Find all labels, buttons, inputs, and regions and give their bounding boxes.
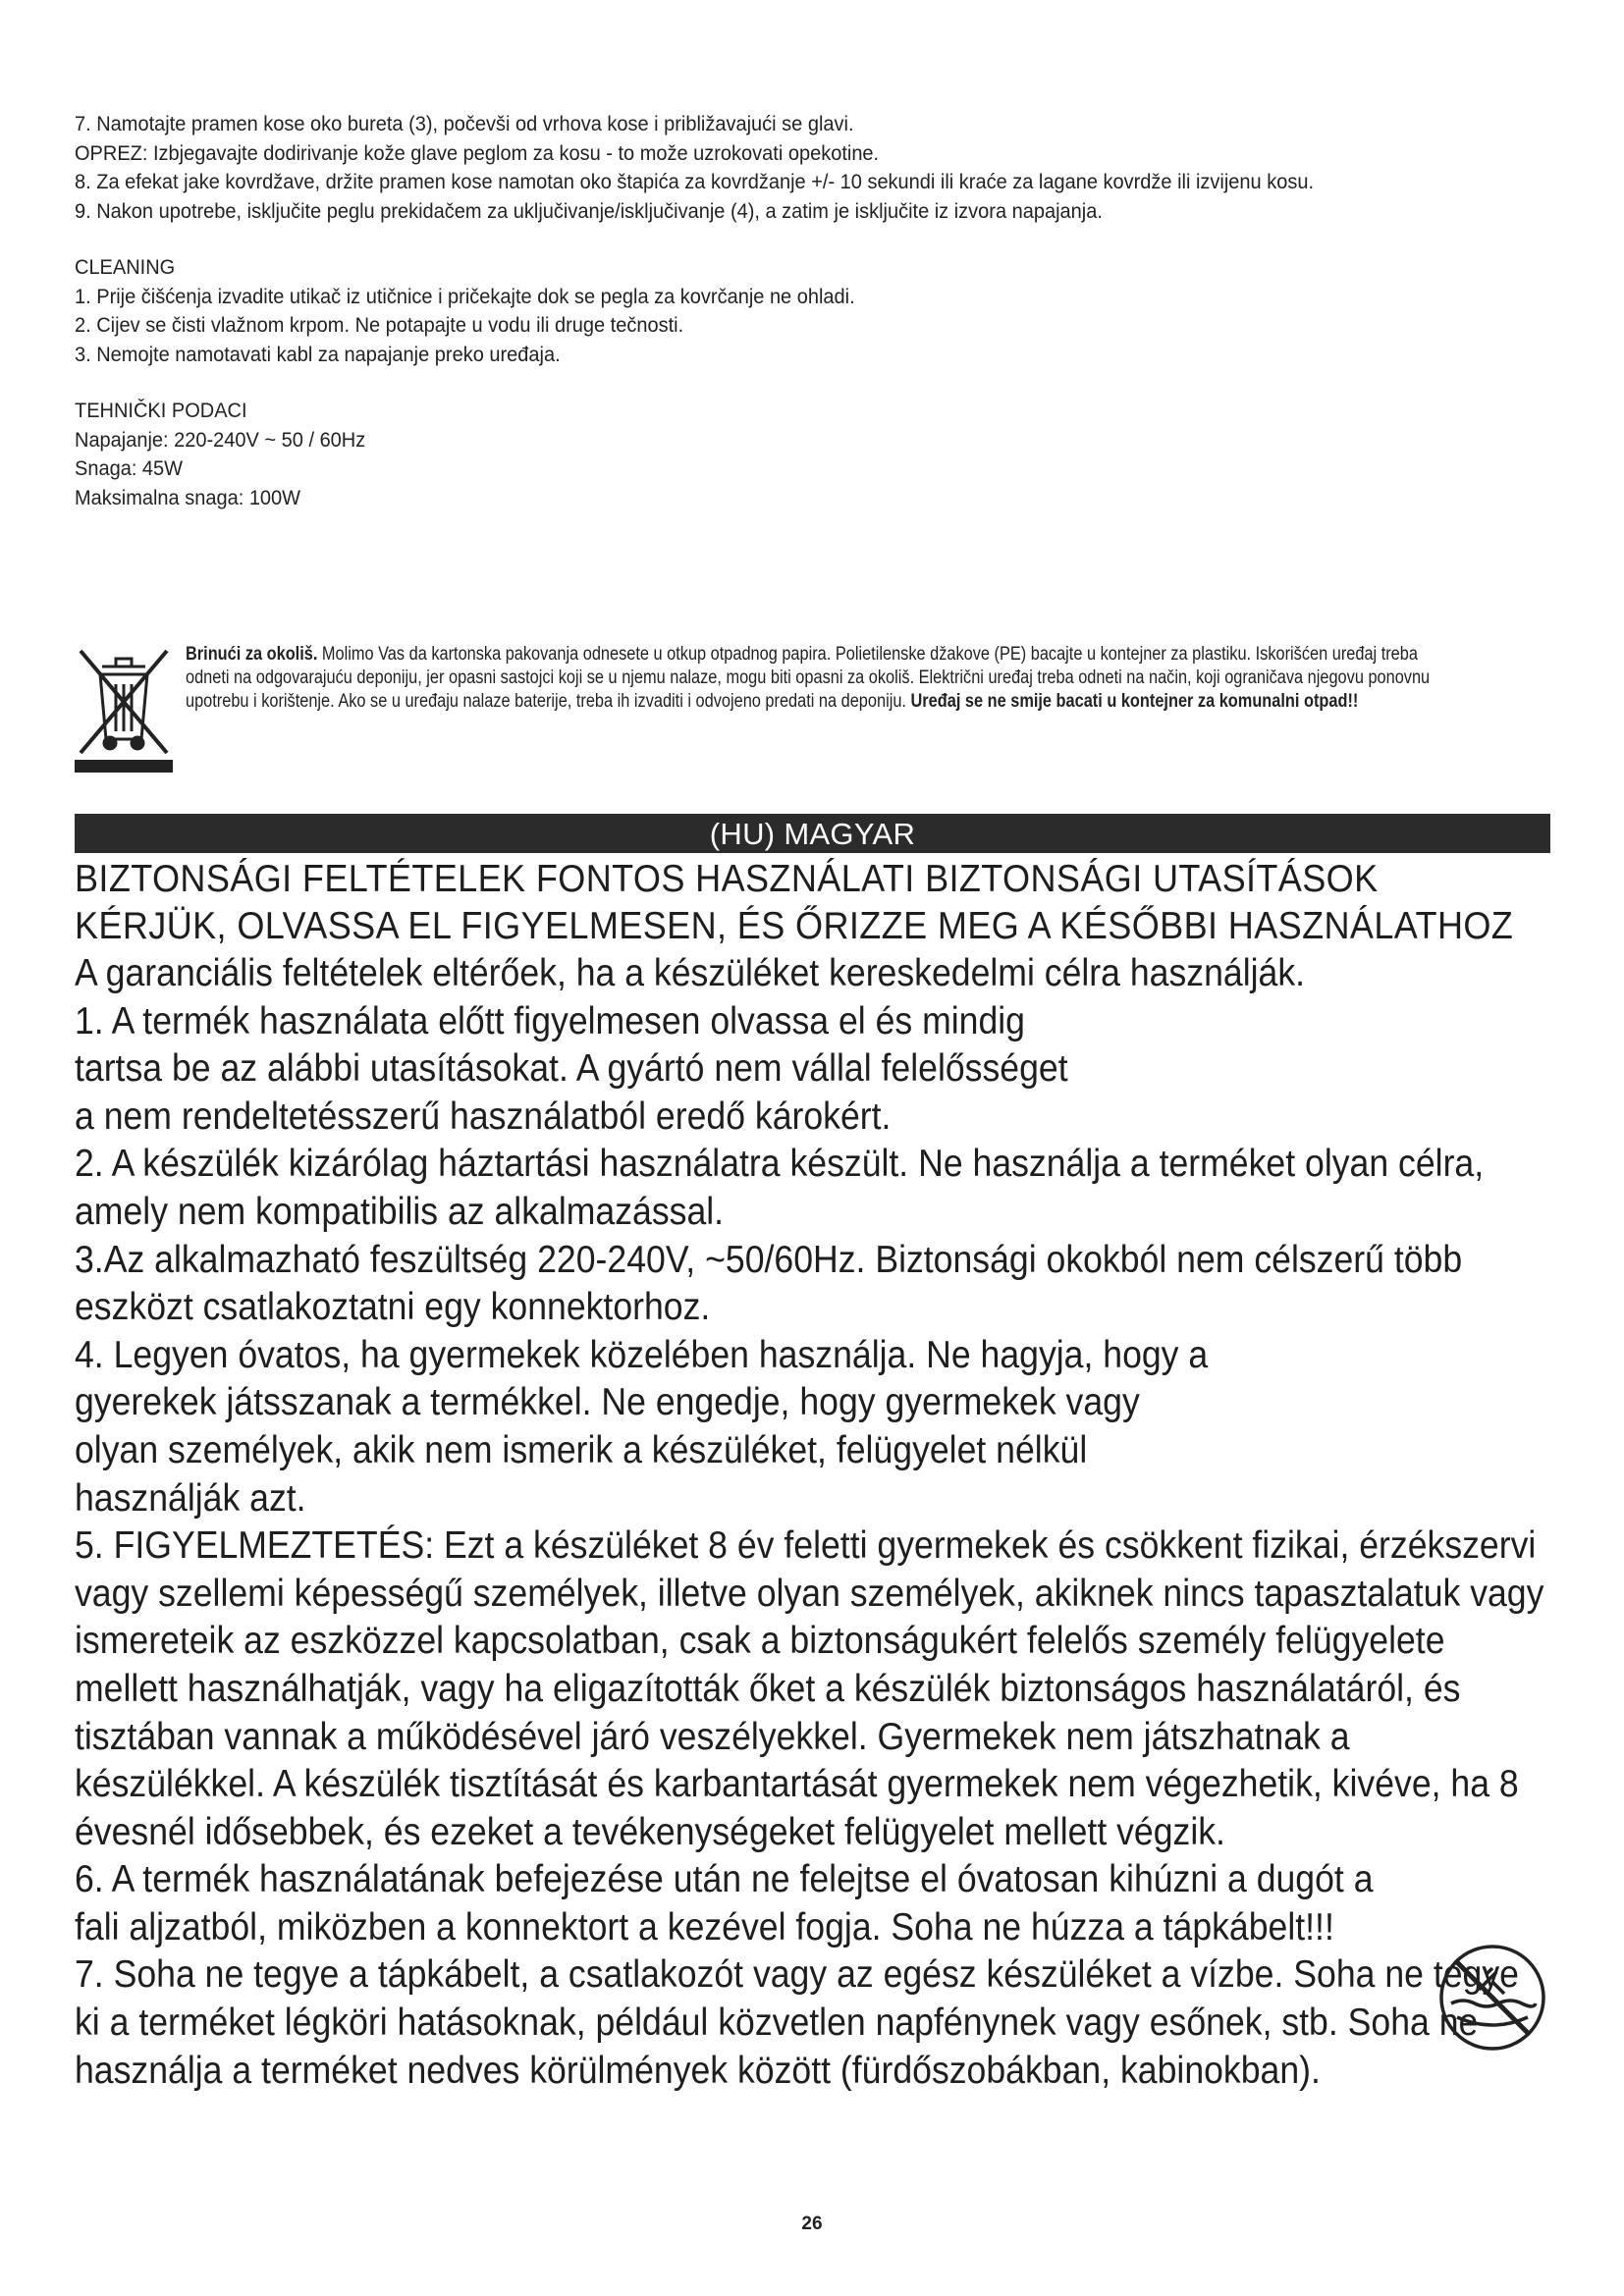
cleaning-item: 3. Nemojte namotavati kabl za napajanje preko uređaja. [75,342,561,366]
crossed-out-bin-icon [75,645,173,773]
weee-lead: Brinući za okoliš. [186,644,318,665]
step-9: 9. Nakon upotrebe, isključite peglu prekidačem za uključivanje/isključivanje (4), a zatim je isključite iz izvora napajanja. [75,198,1103,223]
tech-item: Napajanje: 220-240V ~ 50 / 60Hz [75,427,366,452]
weee-body: Molimo Vas da kartonska pakovanja odnesete u otkup otpadnog papira. Polietilenske džakove (PE) bacajte u kontejner za plastiku. Iskorišćen uređaj treba odneti na odgovarajuću deponiju, jer opasni sastojci koji se u njemu nalaze, mogu biti opasni za okoliš. Električni uređaj treba odneti na način, koji ograničava njegovu ponovnu upotrebu i korištenje. Ako se u uređaju nalaze baterije, treba ih izvaditi i odvojeno predati na deponiju. [186,644,1431,712]
hu-paragraph: A garanciális feltételek eltérőek, ha a készüléket kereskedelmi célra használják. [75,952,1306,994]
hu-paragraph: 5. FIGYELMEZTETÉS: Ezt a készüléket 8 év feletti gyermekek és csökkent fizikai, érzékszervi vagy szellemi képességű személyek, illetve olyan személyek, akiknek nincs tapasztalatuk vagy ismereteik az eszközzel kapcsolatban, csak a biztonságukért felelős személy felügyelete mellett használhatják, vagy ha eligazították őket a készülék biztonságos használatáról, és tisztában vannak a működésével járó veszélyekkel. Gyermekek nem játszhatnak a készülékkel. A készülék tisztítását és karbantartását gyermekek nem végezhetik, kivéve, ha 8 évesnél idősebbek, és ezeket a tevékenységeket felügyelet mellett végzik. [75,1524,1544,1853]
step-7: 7. Namotajte pramen kose oko bureta (3), počevši od vrhova kose i približavajući se glavi. [75,112,854,135]
hu-paragraph: 2. A készülék kizárólag háztartási használatra készült. Ne használja a terméket olyan célra, amely nem kompatibilis az alkalmazással. [75,1143,1485,1233]
no-water-icon [1434,1939,1551,2056]
hu-paragraph: 6. A termék használatának befejezése után ne felejtse el óvatosan kihúzni a dugót a fali aljzatból, miközben a konnektort a kezével fogja. Soha ne húzza a tápkábelt!!! [75,1858,1374,1949]
weee-tail: Uređaj se ne smije bacati u kontejner za komunalni otpad!! [910,691,1359,712]
tech-item: Snaga: 45W [75,456,184,480]
cleaning-item: 1. Prije čišćenja izvadite utikač iz utičnice i pričekajte dok se pegla za kovrčanje ne ohladi. [75,284,855,308]
language-banner [75,814,1550,853]
hu-heading: BIZTONSÁGI FELTÉTELEK FONTOS HASZNÁLATI BIZTONSÁGI UTASÍTÁSOK KÉRJÜK, OLVASSA EL FIGYELMESEN, ÉS ŐRIZZE MEG A KÉSŐBBI HASZNÁLATHOZ [75,858,1514,947]
tech-title: TEHNIČKI PODACI [75,399,247,422]
top-section [75,110,1444,512]
cleaning-item: 2. Cijev se čisti vlažnom krpom. Ne potapajte u vodu ili druge tečnosti. [75,313,684,337]
cleaning-title: CLEANING [75,255,176,279]
caution-note: OPREZ: Izbjegavajte dodirivanje kože glave peglom za kosu - to može uzrokovati opekotine. [75,140,880,165]
tech-item: Maksimalna snaga: 100W [75,485,301,509]
hu-paragraph: 7. Soha ne tegye a tápkábelt, a csatlakozót vagy az egész készüléket a vízbe. Soha ne tegye ki a terméket légköri hatásoknak, például közvetlen napfénynek vagy esőnek, stb. Soha ne használja a terméket nedves körülmények között (fürdőszobákban, kabinokban). [75,1953,1519,2092]
hu-section [75,856,1546,2095]
step-8: 8. Za efekat jake kovrdžave, držite pramen kose namotan oko štapića za kovrdžanje +/- 10 sekundi ili kraće za lagane kovrdže ili izvijenu kosu. [75,170,1315,193]
hu-paragraph: 4. Legyen óvatos, ha gyermekek közelében használja. Ne hagyja, hogy a gyerekek játsszanak a termékkel. Ne engedje, hogy gyermekek vagy olyan személyek, akik nem ismerik a készüléket, felügyelet nélkül használják azt. [75,1333,1209,1520]
page-number: 26 [801,2214,823,2234]
language-banner-label: (HU) MAGYAR [709,817,916,851]
hu-paragraph: 3.Az alkalmazható feszültség 220-240V, ~50/60Hz. Biztonsági okokból nem célszerű több eszközt csatlakoztatni egy konnektorhoz. [75,1238,1463,1329]
weee-text [186,643,1452,714]
hu-paragraph: 1. A termék használata előtt figyelmesen olvassa el és mindig tartsa be az alábbi utasításokat. A gyártó nem vállal felelősséget a nem rendeltetésszerű használatból eredő károkért. [75,999,1068,1138]
